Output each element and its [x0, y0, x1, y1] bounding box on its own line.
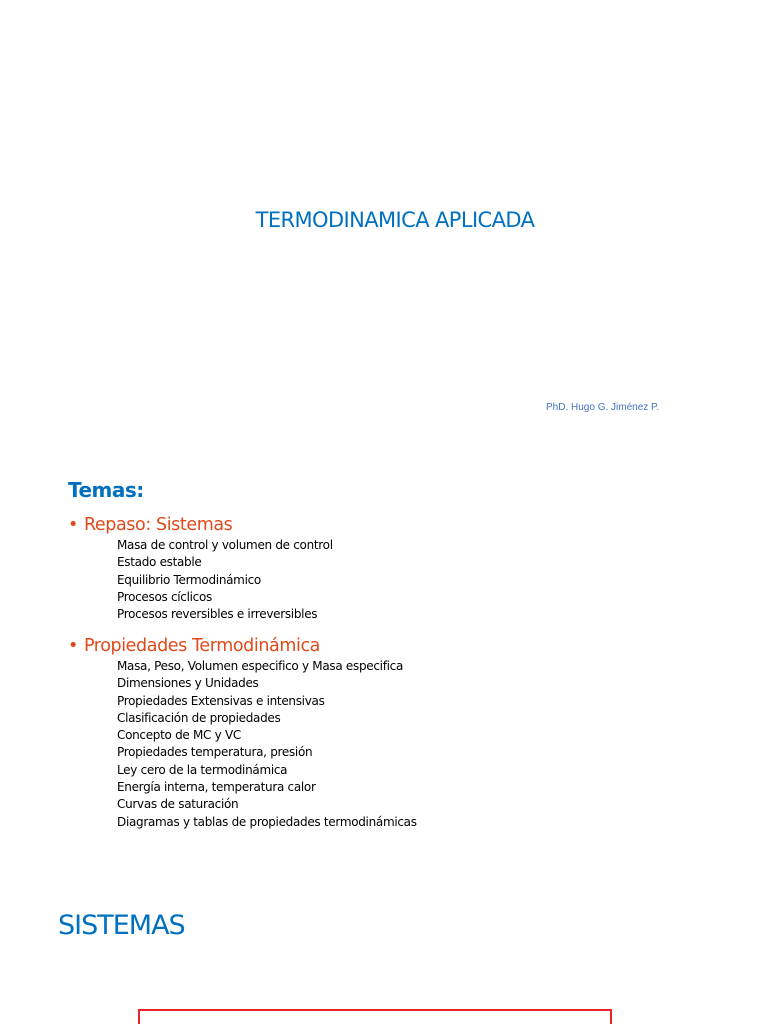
- topic-section-properties: [68, 634, 748, 831]
- bullet-icon: •: [68, 636, 78, 656]
- topic-section-review: [68, 513, 748, 623]
- topics-slide: [0, 462, 768, 862]
- systems-heading: SISTEMAS: [58, 910, 185, 941]
- subtopic-item: Curvas de saturación: [117, 797, 239, 812]
- subtopic-list: [68, 537, 748, 623]
- subtopic-item: Propiedades temperatura, presión: [117, 745, 313, 760]
- subtopic-item: Clasificación de propiedades: [117, 710, 281, 725]
- section-title: [68, 513, 748, 537]
- subtopic-item: Dimensiones y Unidades: [117, 676, 259, 691]
- topics-heading: Temas:: [68, 478, 144, 502]
- subtopic-item: Procesos cíclicos: [117, 589, 212, 604]
- subtopic-item: Concepto de MC y VC: [117, 728, 241, 743]
- author-name: PhD. Hugo G. Jiménez P.: [546, 402, 660, 413]
- section-title-text: Repaso: Sistemas: [83, 515, 233, 535]
- subtopic-item: Equilibrio Termodinámico: [117, 572, 261, 587]
- subtopic-item: Diagramas y tablas de propiedades termodinámicas: [117, 814, 417, 829]
- subtopic-list: [68, 658, 748, 831]
- section-title-text: Propiedades Termodinámica: [83, 636, 320, 656]
- subtopic-item: Energía interna, temperatura calor: [117, 780, 316, 795]
- systems-slide: [0, 870, 768, 1024]
- subtopic-item: Propiedades Extensivas e intensivas: [117, 693, 325, 708]
- subtopic-item: Ley cero de la termodinámica: [117, 762, 288, 777]
- section-title: [68, 634, 748, 658]
- subtopic-item: Estado estable: [117, 555, 202, 570]
- bullet-icon: •: [68, 515, 78, 535]
- subtopic-item: Masa de control y volumen de control: [117, 538, 333, 552]
- subtopic-item: Masa, Peso, Volumen especifico y Masa especifica: [117, 659, 404, 673]
- red-outline-box: [138, 1009, 612, 1024]
- presentation-title: TERMODINAMICA APLICADA: [255, 208, 535, 232]
- title-slide: [0, 0, 768, 462]
- subtopic-item: Procesos reversibles e irreversibles: [117, 607, 318, 622]
